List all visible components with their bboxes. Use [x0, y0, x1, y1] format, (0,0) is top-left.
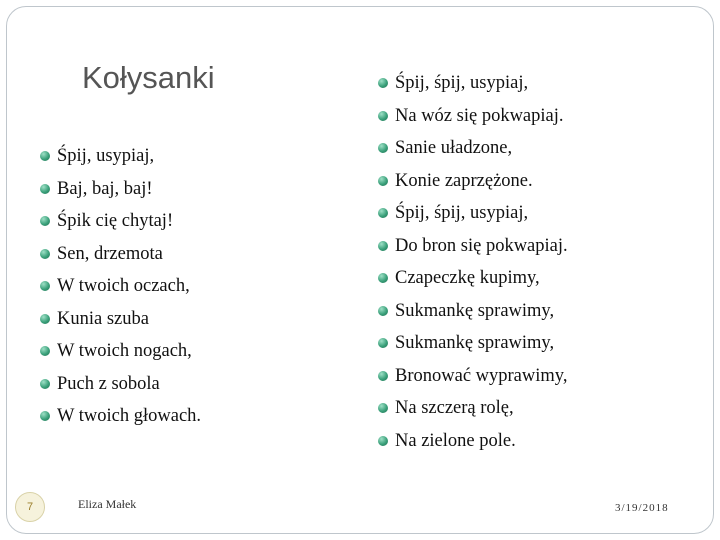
list-item-text: Śpik cię chytaj! [57, 211, 174, 231]
list-item [378, 230, 568, 263]
list-item-text: Śpij, usypiaj, [57, 146, 155, 166]
list-item [40, 270, 201, 303]
list-item-text: Czapeczkę kupimy, [395, 268, 540, 288]
list-item [40, 140, 201, 173]
list-item [378, 67, 568, 100]
slide-title: Kołysanki [82, 60, 215, 95]
bullet-dot-icon [40, 314, 50, 324]
list-item [378, 197, 568, 230]
footer-date: 3/19/2018 [615, 502, 669, 514]
bullet-dot-icon [40, 216, 50, 226]
list-item-text: Sukmankę sprawimy, [395, 300, 555, 321]
list-item [378, 165, 568, 198]
list-item [378, 262, 568, 295]
list-item-text: Puch z sobola [57, 373, 160, 394]
bullet-dot-icon [378, 436, 388, 446]
list-item [40, 368, 201, 401]
bullet-dot-icon [378, 78, 388, 88]
bullet-dot-icon [378, 143, 388, 153]
page-number-badge [15, 492, 45, 522]
list-item-text: Sukmankę sprawimy, [395, 333, 555, 353]
bullet-dot-icon [378, 273, 388, 283]
list-item [378, 295, 568, 328]
bullet-dot-icon [378, 371, 388, 381]
list-item-text: W twoich oczach, [57, 276, 190, 296]
list-item-text: Śpij, śpij, usypiaj, [395, 73, 529, 93]
list-item-text: Sen, drzemota [57, 243, 163, 264]
bullet-dot-icon [378, 338, 388, 348]
left-bullet-list [40, 140, 201, 433]
list-item-text: W twoich głowach. [57, 406, 202, 426]
bullet-dot-icon [40, 346, 50, 356]
bullet-dot-icon [40, 151, 50, 161]
bullet-dot-icon [40, 379, 50, 389]
list-item-text: Bronować wyprawimy, [395, 365, 568, 386]
footer-author: Eliza Małek [78, 497, 137, 511]
bullet-dot-icon [40, 249, 50, 259]
list-item [378, 392, 568, 425]
bullet-dot-icon [378, 208, 388, 218]
list-item-text: Na szczerą rolę, [395, 398, 514, 418]
list-item-text: Na wóz się pokwapiaj. [395, 105, 564, 126]
page-number: 7 [26, 501, 34, 513]
list-item [378, 132, 568, 165]
list-item-text: W twoich nogach, [57, 341, 192, 361]
list-item-text: Baj, baj, baj! [57, 178, 153, 199]
list-item [378, 100, 568, 133]
bullet-dot-icon [378, 111, 388, 121]
bullet-dot-icon [40, 411, 50, 421]
list-item [378, 360, 568, 393]
bullet-dot-icon [378, 176, 388, 186]
list-item-text: Do bron się pokwapiaj. [395, 235, 568, 256]
list-item [378, 327, 568, 360]
list-item [40, 205, 201, 238]
list-item-text: Kunia szuba [57, 308, 149, 329]
list-item [40, 173, 201, 206]
list-item [40, 335, 201, 368]
list-item [40, 238, 201, 271]
list-item [40, 303, 201, 336]
list-item-text: Na zielone pole. [395, 430, 516, 451]
list-item-text: Sanie uładzone, [395, 138, 513, 158]
bullet-dot-icon [378, 306, 388, 316]
bullet-dot-icon [378, 403, 388, 413]
list-item-text: Konie zaprzężone. [395, 170, 533, 191]
list-item [40, 400, 201, 433]
bullet-dot-icon [378, 241, 388, 251]
list-item-text: Śpij, śpij, usypiaj, [395, 203, 529, 223]
bullet-dot-icon [40, 184, 50, 194]
list-item [378, 425, 568, 458]
right-bullet-list [378, 67, 568, 457]
bullet-dot-icon [40, 281, 50, 291]
